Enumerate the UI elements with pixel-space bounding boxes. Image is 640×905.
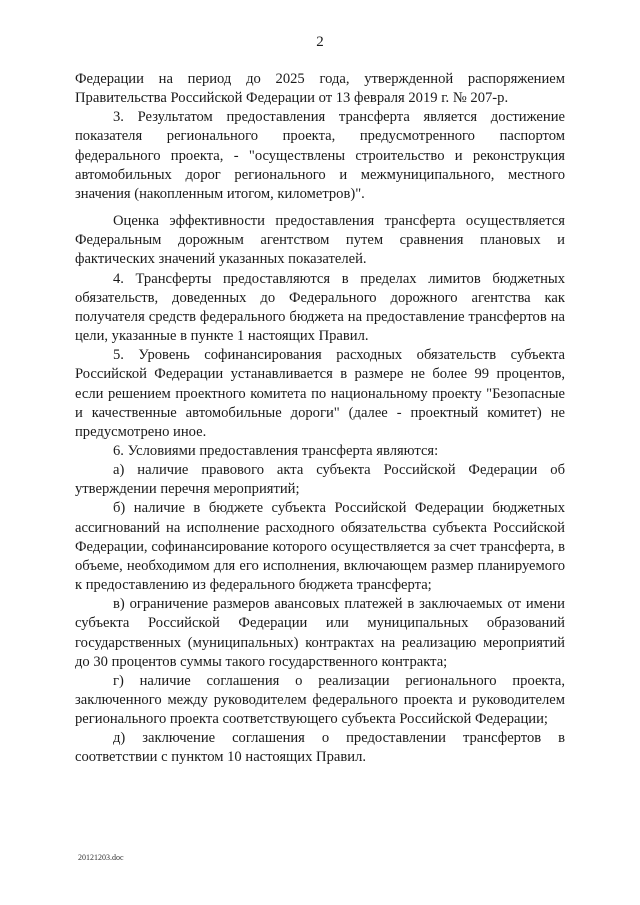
footer-filename: 20121203.doc (78, 853, 124, 862)
page-number: 2 (316, 34, 324, 50)
paragraph-continuation: Федерации на период до 2025 года, утвержденной распоряжением Правительства Российской Федерации от 13 февраля 2019 г. № 207-р. (75, 71, 565, 107)
document-body (75, 70, 565, 768)
condition-item-g: г) наличие соглашения о реализации регионального проекта, заключенного между руководителем федерального проекта и руководителем регионального проекта соответствующего субъекта Российской Федерации; (75, 672, 565, 728)
paragraph-5-cofinancing: 5. Уровень софинансирования расходных обязательств субъекта Российской Федерации устанавливается в размере не более 99 процентов, если решением проектного комитета по национальному проекту "Безопасные и качественные автомобильные дороги" (далее - проектный комитет) не предусмотрено иное. (75, 347, 565, 440)
paragraph-efficiency-assessment: Оценка эффективности предоставления трансферта осуществляется Федеральным дорожным агентством путем сравнения плановых и фактических значений указанных показателей. (75, 213, 565, 268)
paragraph-3-result: 3. Результатом предоставления трансферта является достижение показателя регионального проекта, предусмотренного паспортом федерального проекта, - "осуществлены строительство и реконструкция автомобильных дорог регионального и межмуниципального, местного значения (накопленным итогом, километров)". (75, 109, 565, 202)
paragraph-4-limits: 4. Трансферты предоставляются в пределах лимитов бюджетных обязательств, доведенных до Федерального дорожного агентства как получателя средств федерального бюджета на предоставление трансфертов на цели, указанные в пункте 1 настоящих Правил. (75, 270, 565, 345)
condition-item-b: б) наличие в бюджете субъекта Российской Федерации бюджетных ассигнований на исполнение расходного обязательства субъекта Российской Федерации, софинансирование которого осуществляется за счет трансферта, в объеме, необходимом для его исполнения, включающем размер планируемого к предоставлению из федерального бюджета трансферта; (75, 500, 565, 594)
condition-item-d: д) заключение соглашения о предоставлении трансфертов в соответствии с пунктом 10 настоящих Правил. (75, 730, 565, 766)
paragraph-6-conditions: 6. Условиями предоставления трансферта являются: (113, 442, 439, 459)
condition-item-v: в) ограничение размеров авансовых платежей в заключаемых от имени субъекта Российской Федерации или муниципальных образований государственных (муниципальных) контрактах на реализацию мероприятий до 30 процентов суммы такого государственного контракта; (75, 596, 565, 670)
condition-item-a: а) наличие правового акта субъекта Российской Федерации об утверждении перечня мероприятий; (75, 462, 565, 498)
